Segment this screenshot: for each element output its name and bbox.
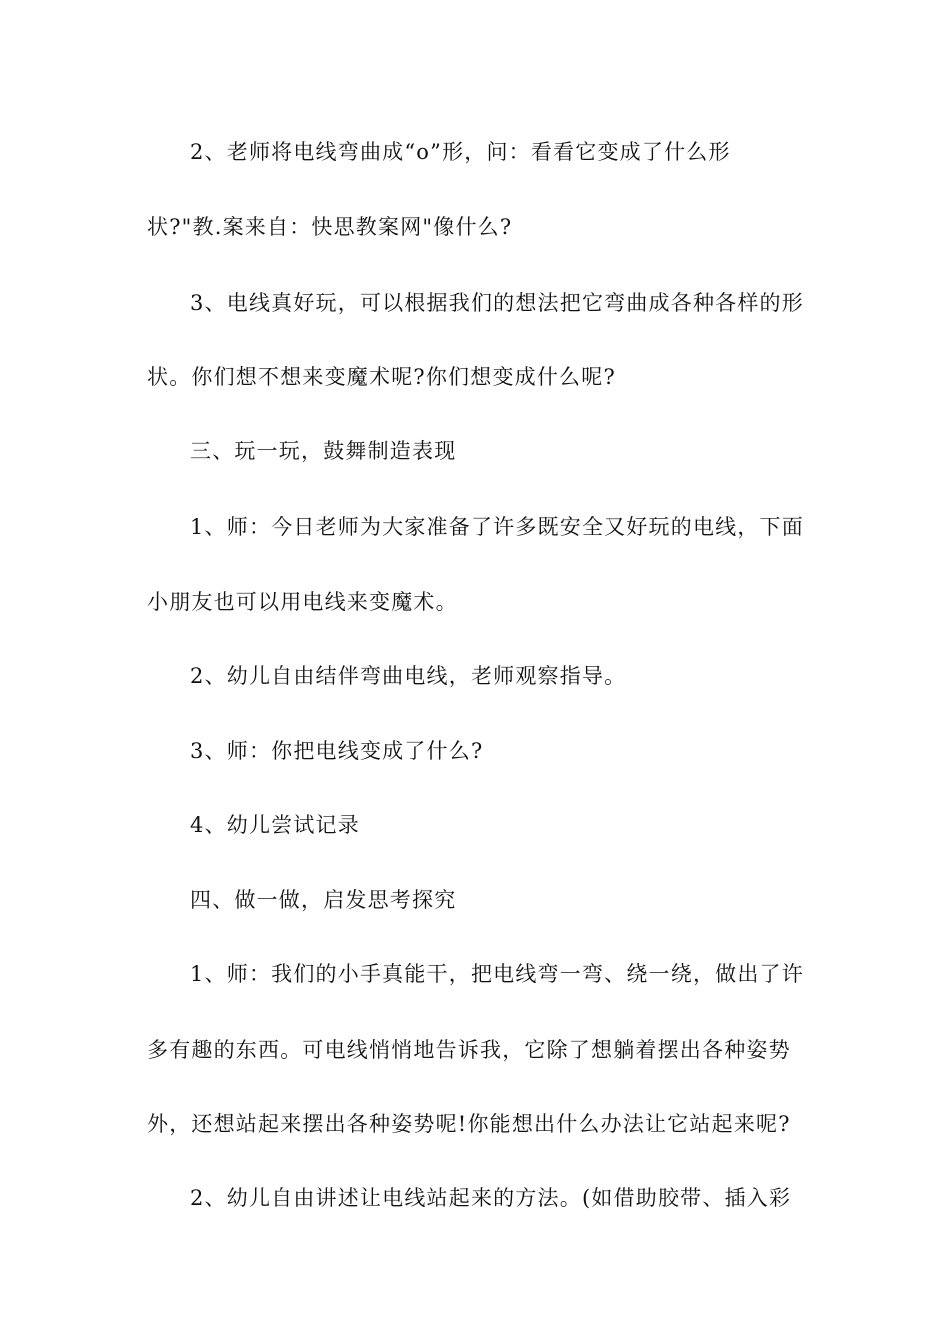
paragraph-line: 小朋友也可以用电线来变魔术。 bbox=[147, 590, 458, 614]
paragraph-line: 状。你们想不想来变魔术呢?你们想变成什么呢? bbox=[147, 365, 616, 389]
paragraph-line: 2、老师将电线弯曲成“o”形，问：看看它变成了什么形 bbox=[190, 140, 731, 164]
paragraph-line: 状?"教.案来自：快思教案网"像什么? bbox=[147, 215, 513, 239]
paragraph-line: 外，还想站起来摆出各种姿势呢!你能想出什么办法让它站起来呢? bbox=[147, 1112, 791, 1136]
paragraph-line: 2、幼儿自由讲述让电线站起来的方法。(如借助胶带、插入彩 bbox=[190, 1186, 792, 1210]
section-heading: 四、做一做，启发思考探究 bbox=[190, 888, 457, 912]
paragraph-line: 2、幼儿自由结伴弯曲电线，老师观察指导。 bbox=[190, 664, 627, 688]
paragraph-line: 3、电线真好玩，可以根据我们的想法把它弯曲成各种各样的形 bbox=[190, 291, 804, 315]
paragraph-line: 3、师：你把电线变成了什么? bbox=[190, 739, 484, 763]
paragraph-line: 1、师：我们的小手真能干，把电线弯一弯、绕一绕，做出了许 bbox=[190, 962, 804, 986]
paragraph-line: 多有趣的东西。可电线悄悄地告诉我，它除了想躺着摆出各种姿势 bbox=[147, 1038, 791, 1062]
paragraph-line: 4、幼儿尝试记录 bbox=[190, 813, 360, 837]
paragraph-line: 1、师：今日老师为大家准备了许多既安全又好玩的电线，下面 bbox=[190, 515, 804, 539]
section-heading: 三、玩一玩，鼓舞制造表现 bbox=[190, 439, 457, 463]
